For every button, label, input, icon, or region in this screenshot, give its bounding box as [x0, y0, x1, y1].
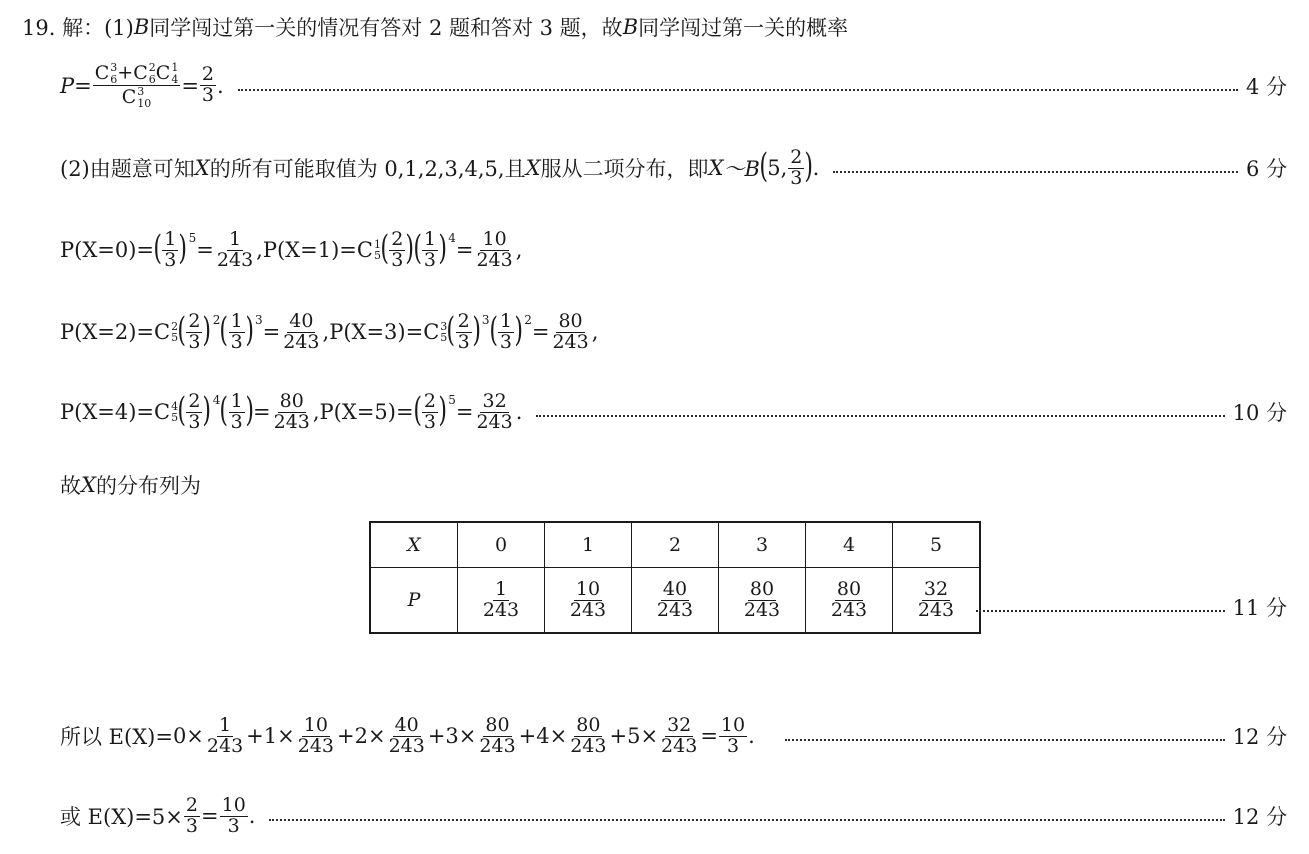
equals: = [74, 73, 92, 98]
exponent: 4 [212, 393, 221, 408]
table-cell: $\frac{80}{243}$ [719, 568, 806, 634]
comb-C: C [121, 85, 137, 108]
period: . [248, 804, 256, 829]
fraction-10-3: $\frac{10}{3}$ [720, 714, 746, 757]
period: . [812, 156, 820, 181]
fraction-10-3: $\frac{10}{3}$ [221, 794, 246, 837]
equals: = [700, 724, 718, 749]
expectation-prefix: 所以 E(X)= [60, 725, 173, 750]
table-cell: $\frac{40}{243}$ [632, 568, 719, 634]
fraction-40-243: $\frac{40}{243}$ [283, 310, 320, 353]
exponent: 5 [188, 231, 197, 246]
fraction-32-243: $\frac{32}{243}$ [476, 390, 513, 433]
fraction-2-3: $\frac{2}{3}$ [457, 310, 470, 353]
var-B: B [133, 15, 150, 39]
part2-text: 的所有可能取值为 0,1,2,3,4,5,且 [209, 157, 526, 182]
comma: , [591, 320, 599, 345]
ex-term: +3× [427, 724, 477, 749]
fraction-1-3: $\frac{1}{3}$ [499, 310, 512, 353]
dot-leader [269, 811, 1224, 821]
exponent: 4 [448, 231, 456, 246]
equals: = [253, 400, 271, 425]
intro-text: 同学闯过第一关的概率 [638, 16, 849, 40]
solution-heading: 19. 解：(1) [22, 16, 134, 40]
equals: = [455, 238, 474, 263]
exponent: 3 [481, 313, 490, 328]
score-12a: 12 分 [1232, 725, 1287, 750]
table-cell: 0 [458, 522, 545, 568]
table-cell: $\frac{10}{243}$ [545, 568, 632, 634]
binomial-B: ～B [723, 157, 760, 182]
table-cell: 4 [806, 522, 893, 568]
exponent: 3 [255, 313, 263, 328]
ex-term: +4× [518, 724, 568, 749]
fraction-2-3: $\frac{2}{3}$ [185, 794, 198, 837]
dot-leader [833, 163, 1238, 173]
solution-heading-line [22, 12, 848, 42]
score-10: 10 分 [1232, 401, 1287, 426]
table-cell: $\frac{80}{243}$ [806, 568, 893, 634]
combination-fraction: C 3 6 + C 2 6 C 1 4 C 3 10 [94, 61, 179, 110]
dot-leader [536, 407, 1224, 417]
px0-label: P(X=0)= [60, 238, 155, 263]
exponent: 2 [524, 313, 532, 328]
equals: = [196, 238, 214, 263]
comma: , [515, 238, 523, 263]
fraction-80-243: $\frac{80}{243}$ [273, 390, 310, 433]
table-header-cell: P [370, 568, 458, 634]
px0-px1-line: P(X=0)= ( $\frac{1}{3}$ ) $^5$ = $\frac{1}{243}$ ,P(X=1)= C 1 5 ( $\frac{2}{3}$ ) ( $\frac{1}{3}$ ) $^4$ = $\frac{10}{243}$ , [60, 228, 523, 271]
fraction-1-3: $\frac{1}{3}$ [164, 228, 177, 271]
part2-text: 服从二项分布，即 [540, 157, 709, 182]
equals: = [455, 400, 474, 425]
dot-leader [976, 602, 1225, 612]
fraction-1-3: $\frac{1}{3}$ [230, 310, 243, 353]
fraction-10-243: $\frac{10}{243}$ [476, 228, 513, 271]
dist-text: 故 [60, 474, 81, 498]
fraction-2-3: $\frac{2}{3}$ [201, 63, 215, 107]
expectation-line: 所以 E(X)= 0× $\frac{1}{243}$ +1× $\frac{10}{243}$ +2× $\frac{40}{243}$ +3× $\frac{80}{243}$ +4× $\frac{80}{243}$ +5× $\frac{32}{243}$ = $\frac{10}{3}$ . 12 分 [60, 714, 1287, 757]
distribution-intro [60, 470, 201, 500]
ex-term: +5× [609, 724, 659, 749]
part2-line: (2)由题意可知 X 的所有可能取值为 0,1,2,3,4,5,且 X 服从二项分布，即 X ～B ( 5, $\frac{2}{3}$ ) . 6 分 [60, 146, 1287, 189]
table-cell: 3 [719, 522, 806, 568]
px5-label: ,P(X=5)= [312, 400, 414, 425]
px4-label: P(X=4)= [60, 400, 155, 425]
table-score-line [972, 592, 1309, 622]
dot-leader [238, 81, 1238, 91]
period: . [748, 724, 755, 749]
exponent: 2 [212, 313, 221, 328]
fraction-80-243: $\frac{80}{243}$ [552, 310, 589, 353]
intro-text: 同学闯过第一关的情况有答对 2 题和答对 3 题，故 [149, 16, 623, 40]
var-X: X [525, 156, 541, 181]
expectation-alt-line [60, 796, 1309, 837]
px2-label: P(X=2)= [60, 320, 155, 345]
fraction-2-3: $\frac{2}{3}$ [423, 390, 436, 433]
distribution-table [369, 521, 981, 634]
equals: = [201, 804, 219, 829]
table-cell: 5 [893, 522, 981, 568]
comb-C: C [154, 320, 171, 345]
comb-C: C [356, 238, 373, 263]
comb-C: C [154, 400, 171, 425]
ex-term: 0× [172, 724, 204, 749]
px3-label: ,P(X=3)= [322, 320, 424, 345]
binom-n: 5, [767, 156, 788, 181]
fraction-1-3: $\frac{1}{3}$ [230, 390, 243, 433]
comb-C: C [133, 61, 148, 84]
equals: = [531, 320, 550, 345]
score-11: 11 分 [1232, 596, 1287, 620]
fraction-2-3: $\frac{2}{3}$ [188, 310, 201, 353]
fraction-2-3: $\frac{2}{3}$ [391, 228, 404, 271]
comb-C: C [423, 320, 440, 345]
px4-px5-line: P(X=4)= C 4 5 ( $\frac{2}{3}$ ) $^4$ ( $\frac{1}{3}$ ) = $\frac{80}{243}$ ,P(X=5)= ( $\frac{2}{3}$ ) $^5$ = $\frac{32}{243}$ . 10 分 [60, 390, 1287, 433]
var-P: P [60, 73, 75, 98]
table-cell: $\frac{32}{243}$ [893, 568, 981, 634]
part2-text: (2)由题意可知 [60, 157, 195, 182]
table-cell: 2 [632, 522, 719, 568]
period: . [515, 400, 523, 425]
ex-term: +2× [337, 724, 386, 749]
fraction-1-3: $\frac{1}{3}$ [423, 228, 436, 271]
table-cell: $\frac{1}{243}$ [458, 568, 545, 634]
comb-C: C [155, 61, 171, 84]
comb-C: C [94, 61, 110, 84]
var-X: X [194, 156, 210, 181]
var-B: B [622, 15, 639, 39]
px2-px3-line: P(X=2)= C 2 5 ( $\frac{2}{3}$ ) $^2$ ( $\frac{1}{3}$ ) $^3$ = $\frac{40}{243}$ ,P(X=3)= C 3 5 ( $\frac{2}{3}$ ) $^3$ ( $\frac{1}{3}$ ) $^2$ = $\frac{80}{243}$ , [60, 310, 599, 353]
exponent: 5 [448, 393, 456, 408]
score-6: 6 分 [1245, 157, 1287, 182]
table-row [370, 568, 980, 634]
dist-text: 的分布列为 [95, 474, 201, 498]
var-X: X [708, 156, 724, 181]
dot-leader [785, 731, 1225, 741]
score-12b: 12 分 [1232, 805, 1287, 830]
period: . [217, 73, 224, 98]
equals: = [262, 320, 281, 345]
expectation-alt-prefix: 或 E(X)=5× [60, 805, 183, 830]
table-header-cell: X [370, 522, 458, 568]
fraction-1-243: $\frac{1}{243}$ [216, 228, 254, 271]
var-X: X [81, 473, 96, 497]
ex-term: +1× [246, 724, 295, 749]
probability-line [60, 62, 1309, 109]
fraction-2-3: $\frac{2}{3}$ [188, 390, 201, 433]
px1-label: ,P(X=1)= [256, 238, 357, 263]
fraction-2-3: $\frac{2}{3}$ [790, 146, 803, 189]
score-4: 4 分 [1245, 74, 1287, 99]
equals: = [181, 73, 199, 98]
table-row [370, 522, 980, 568]
table-cell: 1 [545, 522, 632, 568]
